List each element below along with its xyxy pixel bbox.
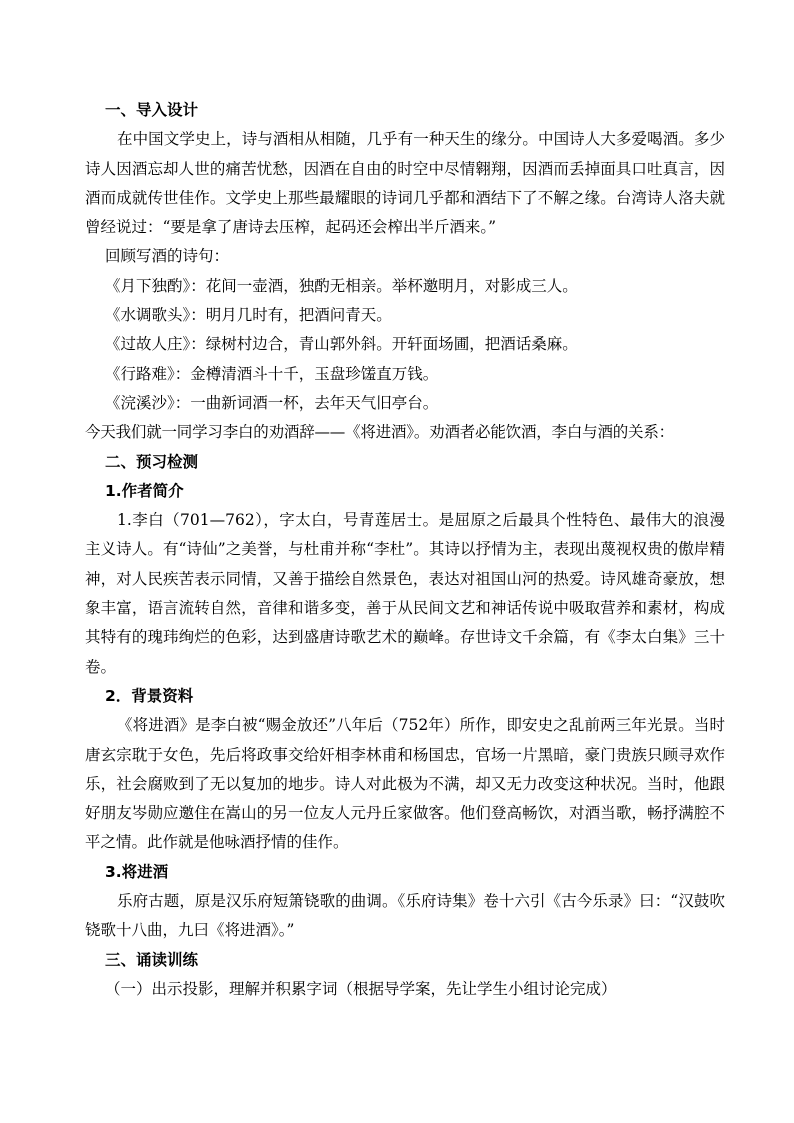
author-paragraph: 1.李白（701—762），字太白，号青莲居士。是屈原之后最具个性特色、最伟大的浪漫主义诗人。有“诗仙”之美誉，与杜甫并称“李杜”。其诗以抒情为主，表现出蔑视权贵的傲岸精神，对人民疾苦表示同情，又善于描绘自然景色，表达对祖国山河的热爱。诗风雄奇豪放，想象丰富，语言流转自然，音律和谐多变，善于从民间文艺和神话传说中吸取营养和素材，构成其特有的瑰玮绚烂的色彩，达到盛唐诗歌艺术的巅峰。存世诗文千余篇，有《李太白集》三十卷。 [85, 511, 725, 676]
transition-line: 今天我们就一同学习李白的劝酒辞——《将进酒》。劝酒者必能饮酒，李白与酒的关系： [85, 423, 674, 442]
section-heading-intro-design: 一、导入设计 [105, 101, 199, 119]
section-heading-recitation: 三、诵读训练 [105, 950, 199, 969]
subheading-author-intro: 1.作者简介 [105, 481, 184, 500]
document-page [85, 96, 725, 1004]
poem-line: 《过故人庄》：绿树村边合，青山郭外斜。开轩面场圃，把酒话桑麻。 [105, 335, 578, 354]
intro-paragraph: 在中国文学史上，诗与酒相从相随，几乎有一种天生的缘分。中国诗人大多爱喝酒。多少诗人因酒忘却人世的痛苦忧愁，因酒在自由的时空中尽情翱翔，因酒而丢掉面具口吐真言，因酒而成就传世佳作。文学史上那些最耀眼的诗词几乎都和酒结下了不解之缘。台湾诗人洛夫就曾经说过：“要是拿了唐诗去压榨，起码还会榨出半斤酒来。” [85, 130, 725, 237]
subheading-background: 2．背景资料 [105, 686, 194, 705]
poem-line: 《行路难》：金樽清酒斗十千，玉盘珍馐直万钱。 [105, 364, 439, 383]
poem-title-paragraph: 乐府古题，原是汉乐府短箫铙歌的曲调。《乐府诗集》卷十六引《古今乐录》曰：“汉鼓吹铙歌十八曲，九曰《将进酒》。” [85, 892, 725, 940]
poem-line: 《水调歌头》：明月几时有，把酒问青天。 [105, 306, 392, 325]
section-heading-preview-check: 二、预习检测 [105, 452, 199, 471]
recitation-item: （一）出示投影，理解并积累字词（根据导学案，先让学生小组讨论完成） [105, 979, 617, 998]
poem-line: 《月下独酌》：花间一壶酒，独酌无相亲。举杯邀明月，对影成三人。 [105, 276, 578, 295]
subheading-poem-title: 3.将进酒 [105, 862, 169, 881]
poem-line: 《浣溪沙》：一曲新词酒一杯，去年天气旧亭台。 [105, 393, 439, 412]
background-paragraph: 《将进酒》是李白被“赐金放还”八年后（752年）所作，即安史之乱前两三年光景。当时唐玄宗耽于女色，先后将政事交给奸相李林甫和杨国忠，官场一片黑暗，豪门贵族只顾寻欢作乐，社会腐败到了无以复加的地步。诗人对此极为不满，却又无力改变这种状况。当时，他跟好朋友岑勋应邀住在嵩山的另一位友人元丹丘家做客。他们登高畅饮，对酒当歌，畅抒满腔不平之情。此作就是他咏酒抒情的佳作。 [85, 716, 725, 852]
review-label: 回顾写酒的诗句： [105, 247, 230, 266]
